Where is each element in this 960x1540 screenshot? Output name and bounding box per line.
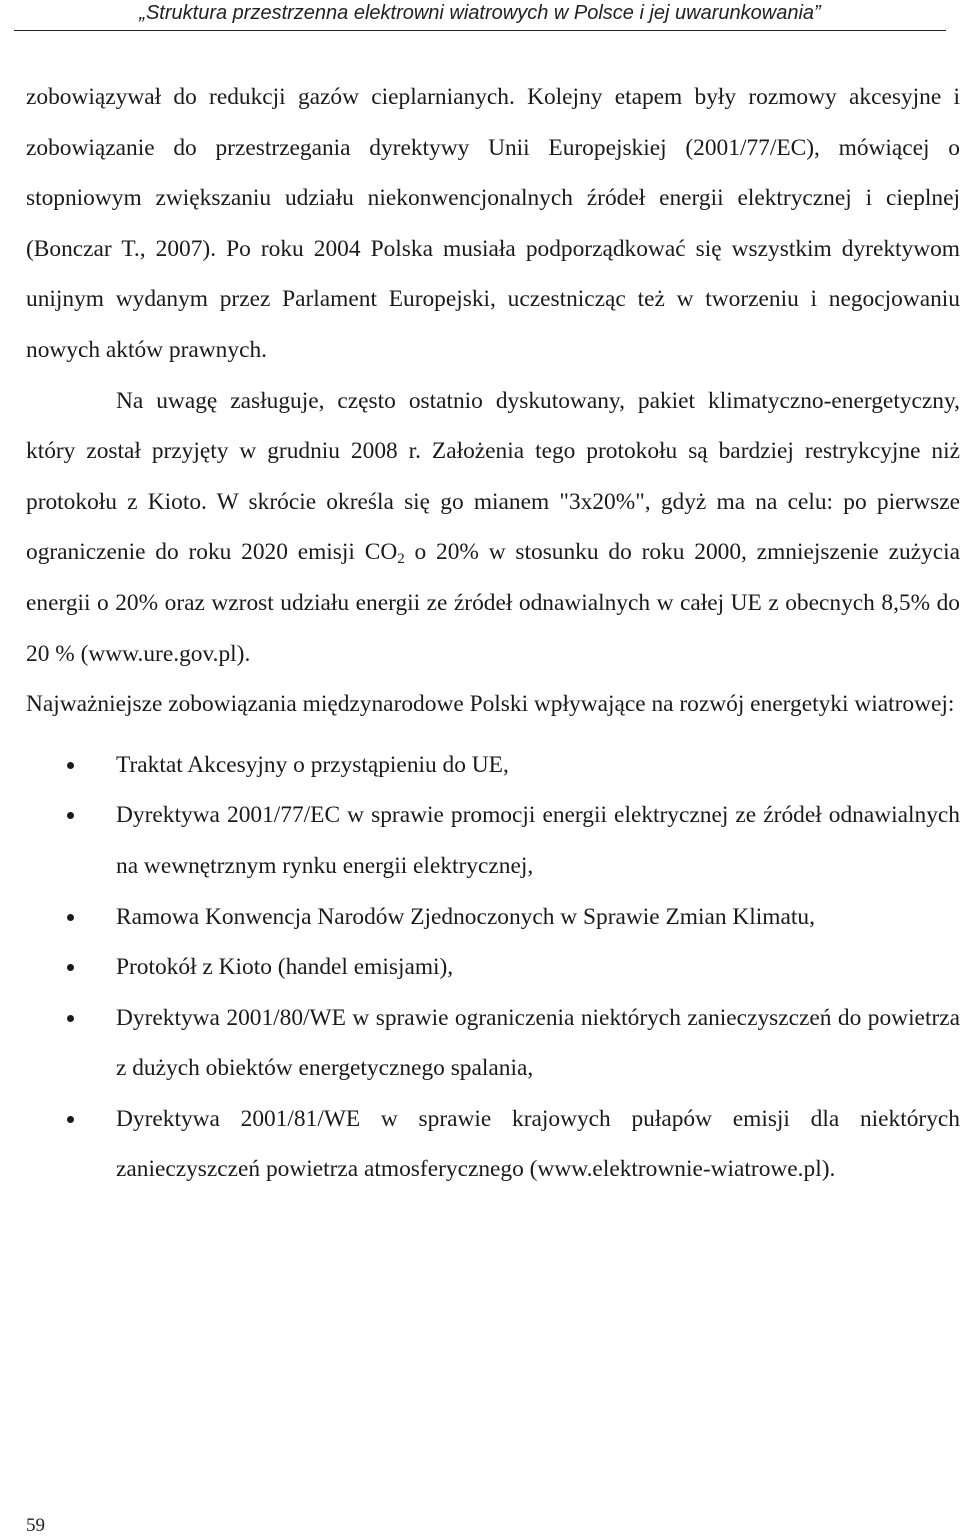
list-item-text: Dyrektywa 2001/81/WE w sprawie krajowych pułapów emisji dla niektórych zanieczyszczeń powietrza atmosferycznego (www.elektrownie-wiatrowe.pl).	[116, 1105, 960, 1183]
list-item	[26, 892, 960, 943]
climate-package-text-end: o 20% w stosunku do roku 2000, zmniejszenie zużycia energii o 20% oraz wzrost udziału energii ze źródeł odnawialnych w całej UE z obecnych 8,5% do 20 % (www.ure.gov.pl).	[26, 539, 960, 667]
running-header-title: „Struktura przestrzenna elektrowni wiatrowych w Polsce i jej uwarunkowania”	[139, 2, 821, 24]
list-item	[26, 1094, 960, 1195]
obligations-list	[26, 740, 960, 1195]
list-item	[26, 740, 960, 791]
bullet-dot-icon	[67, 914, 74, 921]
paragraph-directives: zobowiązywał do redukcji gazów cieplarnianych. Kolejny etapem były rozmowy akcesyjne i zobowiązanie do przestrzegania dyrektywy Unii Europejskiej (2001/77/EC), mówiącej o stopniowym zwiększaniu udziału niekonwencjonalnych źródeł energii elektrycznej i cieplnej (Bonczar T., 2007). Po roku 2004 Polska musiała podporządkować się wszystkim dyrektywom unijnym wydanym przez Parlament Europejski, uczestnicząc też w tworzeniu i negocjowaniu nowych aktów prawnych.	[26, 84, 960, 363]
paragraph-climate-package	[26, 376, 960, 680]
co2-subscript: 2	[397, 551, 405, 568]
paragraph-obligations-intro: Najważniejsze zobowiązania międzynarodowe Polski wpływające na rozwój energetyki wiatrowej:	[26, 691, 955, 718]
climate-package-text-start: Na uwagę zasługuje, często ostatnio dyskutowany, pakiet klimatyczno-energetyczny, który został przyjęty w grudniu 2008 r. Założenia tego protokołu są bardziej restrykcyjne niż protokołu z Kioto. W skrócie określa się go mianem "3x20%", gdyż ma na celu: po pierwsze ograniczenie do roku 2020 emisji CO	[26, 387, 960, 566]
bullet-dot-icon	[67, 1116, 74, 1123]
list-item	[26, 942, 960, 993]
bullet-dot-icon	[67, 1015, 74, 1022]
bullet-dot-icon	[67, 964, 74, 971]
list-item-text: Ramowa Konwencja Narodów Zjednoczonych w Sprawie Zmian Klimatu,	[116, 903, 815, 930]
running-header	[14, 0, 946, 31]
list-item	[26, 790, 960, 891]
list-item-text: Dyrektywa 2001/80/WE w sprawie ograniczenia niektórych zanieczyszczeń do powietrza z dużych obiektów energetycznego spalania,	[116, 1004, 960, 1082]
list-item-text: Traktat Akcesyjny o przystąpieniu do UE,	[116, 751, 509, 778]
list-item	[26, 993, 960, 1094]
bullet-dot-icon	[67, 812, 74, 819]
page-number: 59	[26, 1515, 45, 1536]
list-item-text: Protokół z Kioto (handel emisjami),	[116, 954, 454, 981]
page-body	[26, 72, 960, 1195]
list-item-text: Dyrektywa 2001/77/EC w sprawie promocji energii elektrycznej ze źródeł odnawialnych na wewnętrznym rynku energii elektrycznej,	[116, 802, 960, 879]
bullet-dot-icon	[67, 762, 74, 769]
